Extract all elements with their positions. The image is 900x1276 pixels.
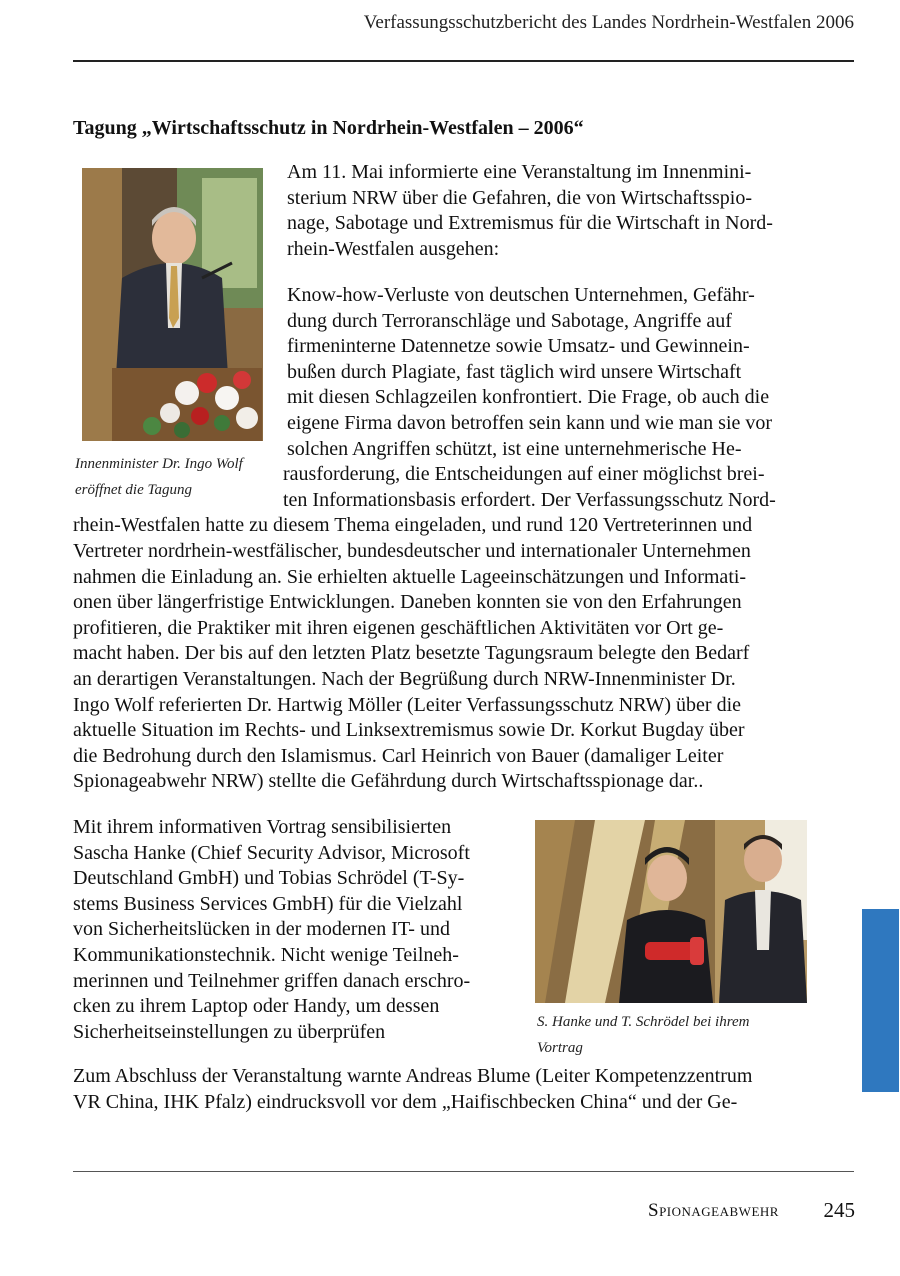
text-line: firmeninterne Datennetze sowie Umsatz- und Gewinnein- — [287, 335, 750, 358]
text-line: Zum Abschluss der Veranstaltung warnte Andreas Blume (Leiter Kompetenzzentrum — [73, 1065, 753, 1087]
footer-section-name: Spionageabwehr — [648, 1200, 779, 1221]
text-line: mit diesen Schlagzeilen konfrontiert. Die Frage, ob auch die — [287, 386, 770, 409]
text-line: Vertreter nordrhein-westfälischer, bundesdeutscher und internationaler Unternehmen — [73, 540, 751, 562]
text-line: bußen durch Plagiate, fast täglich wird unsere Wirtschaft — [287, 360, 742, 383]
text-line: sterium NRW über die Gefahren, die von Wirtschaftsspio- — [287, 186, 753, 209]
text-line: macht haben. Der bis auf den letzten Platz besetzte Tagungsraum belegte den Bedarf — [73, 642, 750, 665]
text-line: VR China, IHK Pfalz) eindrucksvoll vor dem „Haifischbecken China“ und der Ge- — [73, 1090, 738, 1113]
photo-minister-speech — [82, 168, 263, 441]
text-line: dung durch Terroranschläge und Sabotage, Angriffe auf — [287, 309, 732, 332]
text-line: profitieren, die Praktiker mit ihren eigenen geschäftlichen Aktivitäten vor Ort ge- — [73, 616, 724, 639]
text-line: Deutschland GmbH) und Tobias Schrödel (T-Sy- — [73, 867, 465, 890]
text-line: an derartigen Veranstaltungen. Nach der Begrüßung durch NRW-Innenminister Dr. — [73, 668, 736, 690]
text-line: cken zu ihrem Laptop oder Handy, um dessen — [73, 995, 440, 1018]
text-line: die Bedrohung durch den Islamismus. Carl Heinrich von Bauer (damaliger Leiter — [73, 744, 724, 767]
text-line: von Sicherheitslücken in der modernen IT- und — [73, 918, 450, 941]
caption-line: eröffnet die Tagung — [75, 482, 192, 498]
text-line: aktuelle Situation im Rechts- und Linksextremismus sowie Dr. Korkut Bugday über — [73, 719, 745, 742]
text-line: solchen Angriffen schützt, ist eine unternehmerische He- — [287, 437, 742, 460]
text-line: onen über längerfristige Entwicklungen. Daneben konnten sie von den Erfahrungen — [73, 591, 742, 614]
text-line: rhein-Westfalen hatte zu diesem Thema eingeladen, und rund 120 Vertreterinnen und — [73, 514, 753, 537]
text-line: Spionageabwehr NRW) stellte die Gefährdung durch Wirtschaftsspionage dar.. — [73, 770, 704, 793]
section-heading: Tagung „Wirtschaftsschutz in Nordrhein-Westfalen – 2006“ — [73, 117, 584, 139]
caption-line: Vortrag — [537, 1040, 583, 1056]
chapter-side-tab — [862, 909, 899, 1092]
photo-speakers — [535, 820, 807, 1003]
text-line: nage, Sabotage und Extremismus für die Wirtschaft in Nord- — [287, 212, 773, 235]
text-line: Am 11. Mai informierte eine Veranstaltung im Innenmini- — [287, 161, 752, 183]
text-line: Know-how-Verluste von deutschen Unternehmen, Gefähr- — [287, 284, 755, 306]
text-line: Sicherheitseinstellungen zu überprüfen — [73, 1020, 386, 1043]
text-line: Ingo Wolf referierten Dr. Hartwig Möller (Leiter Verfassungsschutz NRW) über die — [73, 693, 741, 716]
text-line: Sascha Hanke (Chief Security Advisor, Microsoft — [73, 841, 470, 864]
text-line: Mit ihrem informativen Vortrag sensibilisierten — [73, 816, 452, 838]
caption-line: Innenminister Dr. Ingo Wolf — [75, 456, 243, 472]
caption-line: S. Hanke und T. Schrödel bei ihrem — [537, 1014, 750, 1030]
text-line: eigene Firma davon betroffen sein kann und wie man sie vor — [287, 412, 773, 434]
running-header: Verfassungsschutzbericht des Landes Nordrhein-Westfalen 2006 — [363, 12, 854, 33]
page-number: 245 — [823, 1198, 855, 1222]
photo-caption-minister — [75, 451, 243, 503]
text-line: rhein-Westfalen ausgehen: — [287, 237, 500, 260]
text-line: Kommunikationstechnik. Nicht wenige Teilneh- — [73, 944, 459, 966]
text-line: nahmen die Einladung an. Sie erhielten aktuelle Lageeinschätzungen und Informati- — [73, 565, 747, 588]
text-line: ten Informationsbasis erfordert. Der Verfassungsschutz Nord- — [283, 488, 776, 511]
footer-rule — [73, 1171, 854, 1172]
photo-caption-speakers — [537, 1009, 749, 1061]
text-line: merinnen und Teilnehmer griffen danach erschro- — [73, 969, 471, 992]
text-line: stems Business Services GmbH) für die Vielzahl — [73, 892, 463, 915]
header-rule — [73, 60, 854, 62]
text-line: rausforderung, die Entscheidungen auf einer möglichst brei- — [283, 463, 765, 486]
